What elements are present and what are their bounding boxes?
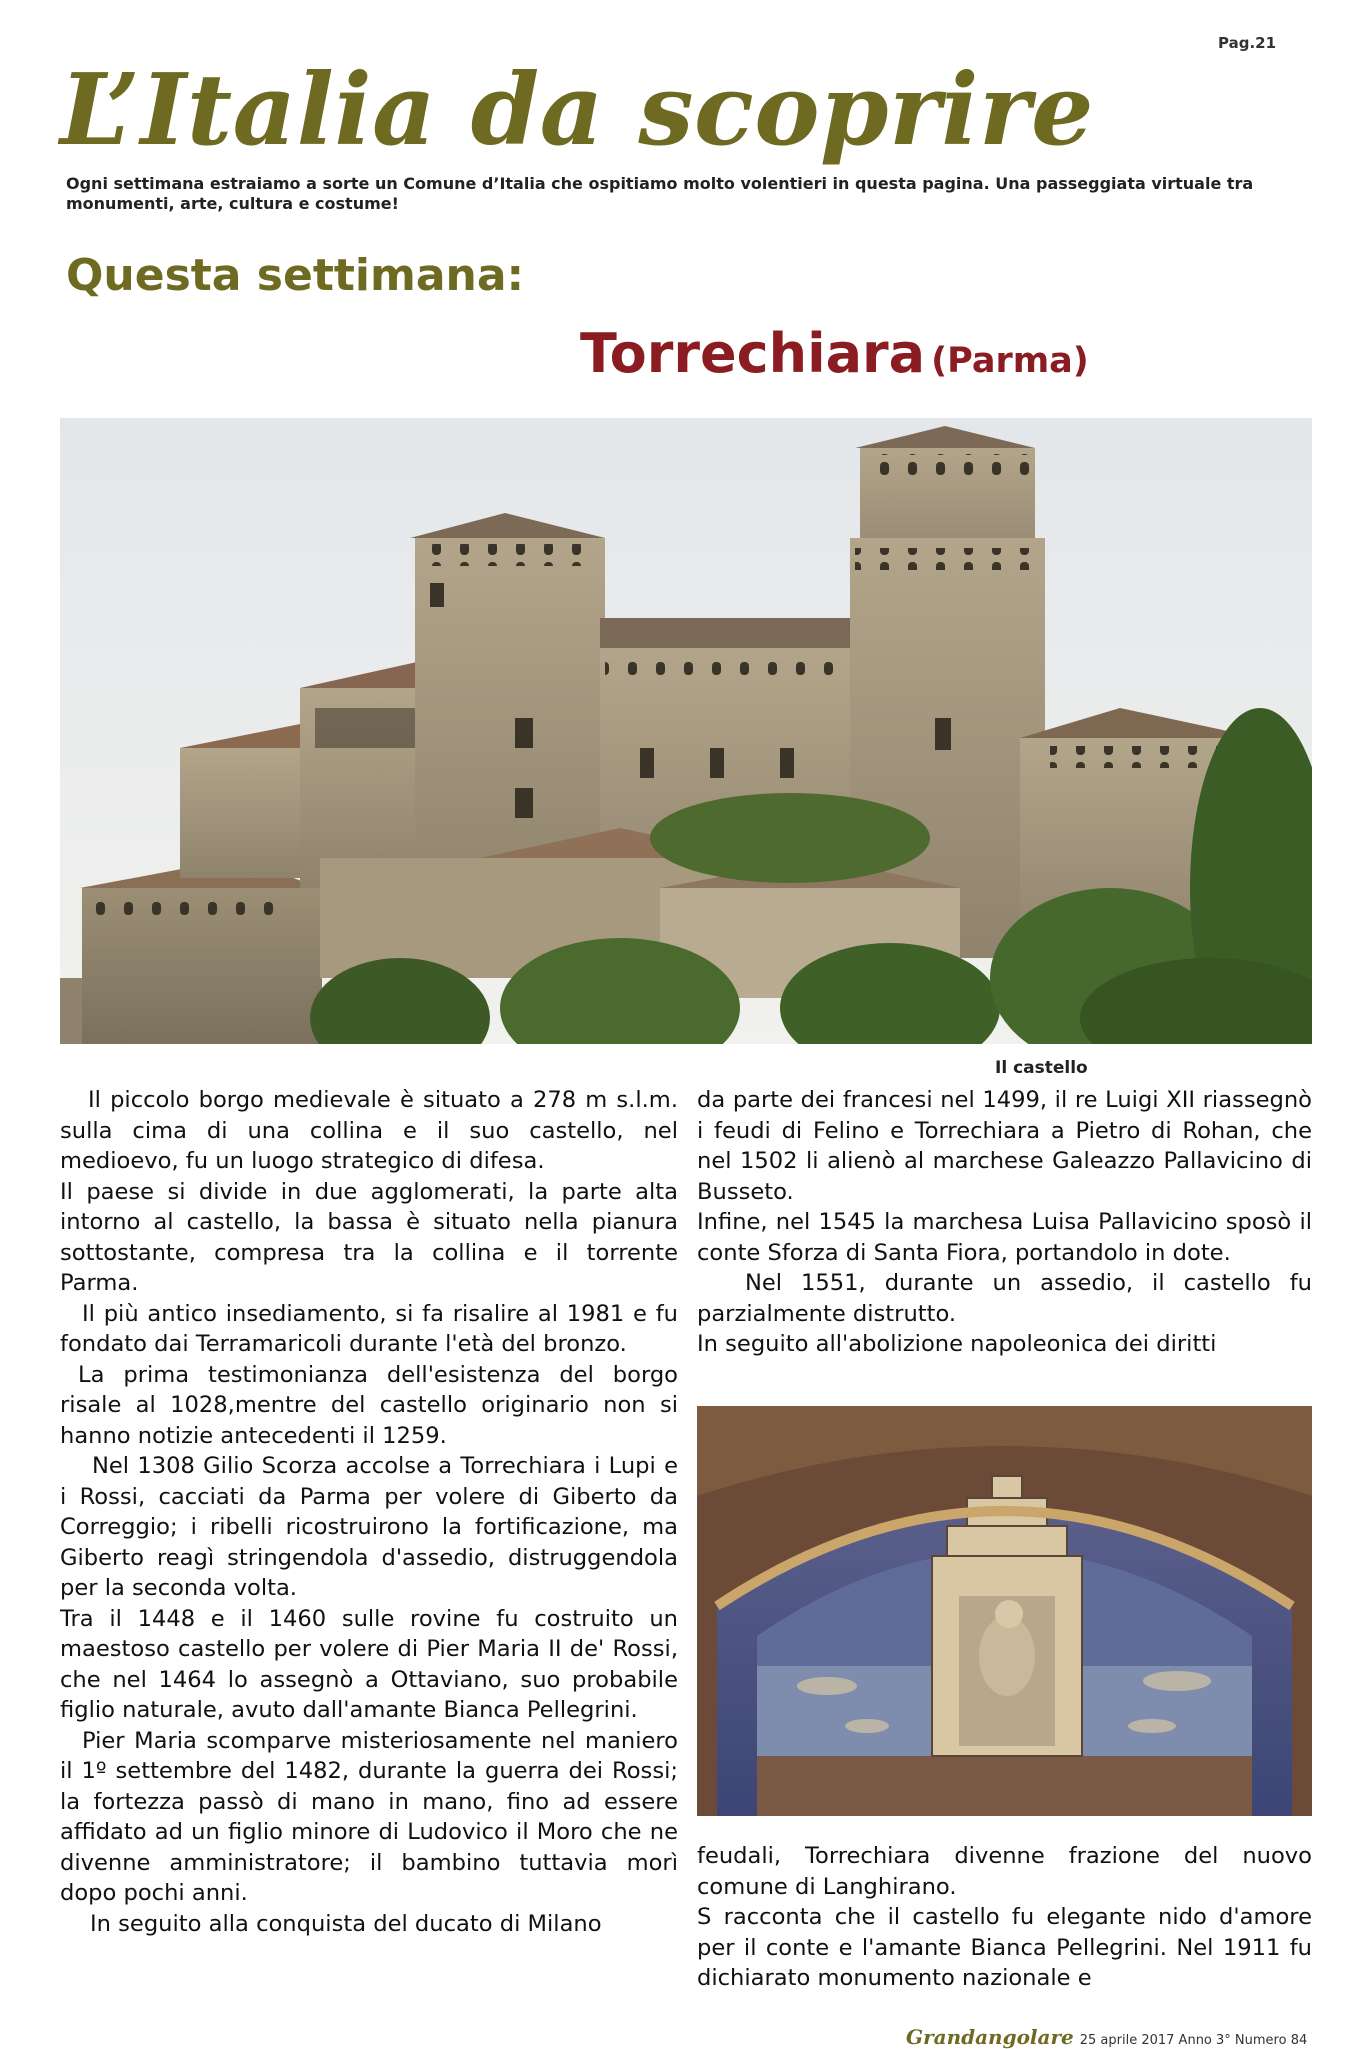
page-number: Pag.21 <box>1218 34 1277 52</box>
article-column-left <box>60 1085 678 1939</box>
paragraph: S racconta che il castello fu elegante nido d'amore per il conte e l'amante Bianca Pellegrini. Nel 1911 fu dichiarato monumento nazionale e <box>697 1904 1312 1991</box>
article-column-right-top <box>697 1085 1312 1360</box>
paragraph: Il piccolo borgo medievale è situato a 278 m s.l.m. sulla cima di una collina e il suo castello, nel medioevo, fu un luogo strategico di difesa. <box>60 1087 678 1174</box>
paragraph: In seguito alla conquista del ducato di Milano <box>90 1910 602 1937</box>
week-label: Questa settimana: <box>66 250 525 301</box>
paragraph: Infine, nel 1545 la marchesa Luisa Pallavicino sposò il conte Sforza di Santa Fiora, portandolo in dote. <box>697 1209 1312 1266</box>
page-title: L’Italia da scoprire <box>60 53 1094 168</box>
paragraph: Pier Maria scomparve misteriosamente nel maniero il 1º settembre del 1482, durante la guerra dei Rossi; la fortezza passò di mano in mano, fino ad essere affidato ad un figlio minore di Ludovico il Moro che ne divenne amministratore; il bambino tuttavia morì dopo pochi anni. <box>60 1727 678 1906</box>
town-province: (Parma) <box>931 341 1089 381</box>
fresco-photo <box>697 1406 1312 1816</box>
paragraph: La prima testimonianza dell'esistenza del borgo risale al 1028,mentre del castello originario non si hanno notizie antecedenti il 1259. <box>60 1361 678 1449</box>
paragraph: feudali, Torrechiara divenne frazione del nuovo comune di Langhirano. <box>697 1843 1312 1900</box>
town-heading <box>580 322 1089 385</box>
paragraph: In seguito all'abolizione napoleonica dei diritti <box>697 1331 1217 1357</box>
castle-photo <box>60 418 1312 1044</box>
paragraph: Il più antico insediamento, si fa risalire al 1981 e fu fondato dai Terramaricoli durante l'età del bronzo. <box>60 1300 678 1357</box>
paragraph: Nel 1551, durante un assedio, il castello fu parzialmente distrutto. <box>697 1270 1312 1327</box>
paragraph: Tra il 1448 e il 1460 sulle rovine fu costruito un maestoso castello per volere di Pier Maria II de' Rossi, che nel 1464 lo assegnò a Ottaviano, suo probabile figlio naturale, avuto dall'amante Bianca Pellegrini. <box>60 1605 678 1723</box>
town-name: Torrechiara <box>580 322 926 385</box>
photo-caption: Il castello <box>995 1058 1088 1078</box>
footer-brand: Grandangolare <box>906 2025 1074 2049</box>
article-column-right-bottom <box>697 1841 1312 1994</box>
footer-issue: 25 aprile 2017 Anno 3° Numero 84 <box>1079 2033 1308 2048</box>
intro-text: Ogni settimana estraiamo a sorte un Comune d’Italia che ospitiamo molto volentieri in questa pagina. Una passeggiata virtuale tra monumenti, arte, cultura e costume! <box>66 174 1254 213</box>
paragraph: Nel 1308 Gilio Scorza accolse a Torrechiara i Lupi e i Rossi, cacciati da Parma per volere di Giberto da Correggio; i ribelli ricostruirono la fortificazione, ma Giberto reagì stringendola d'assedio, distruggendola per la seconda volta. <box>60 1453 678 1601</box>
paragraph: Il paese si divide in due agglomerati, la parte alta intorno al castello, la bassa è situato nella pianura sottostante, compresa tra la collina e il torrente Parma. <box>60 1178 678 1296</box>
paragraph: da parte dei francesi nel 1499, il re Luigi XII riassegnò i feudi di Felino e Torrechiara a Pietro di Rohan, che nel 1502 li alienò al marchese Galeazzo Pallavicino di Busseto. <box>697 1087 1312 1205</box>
footer <box>906 2025 1307 2049</box>
